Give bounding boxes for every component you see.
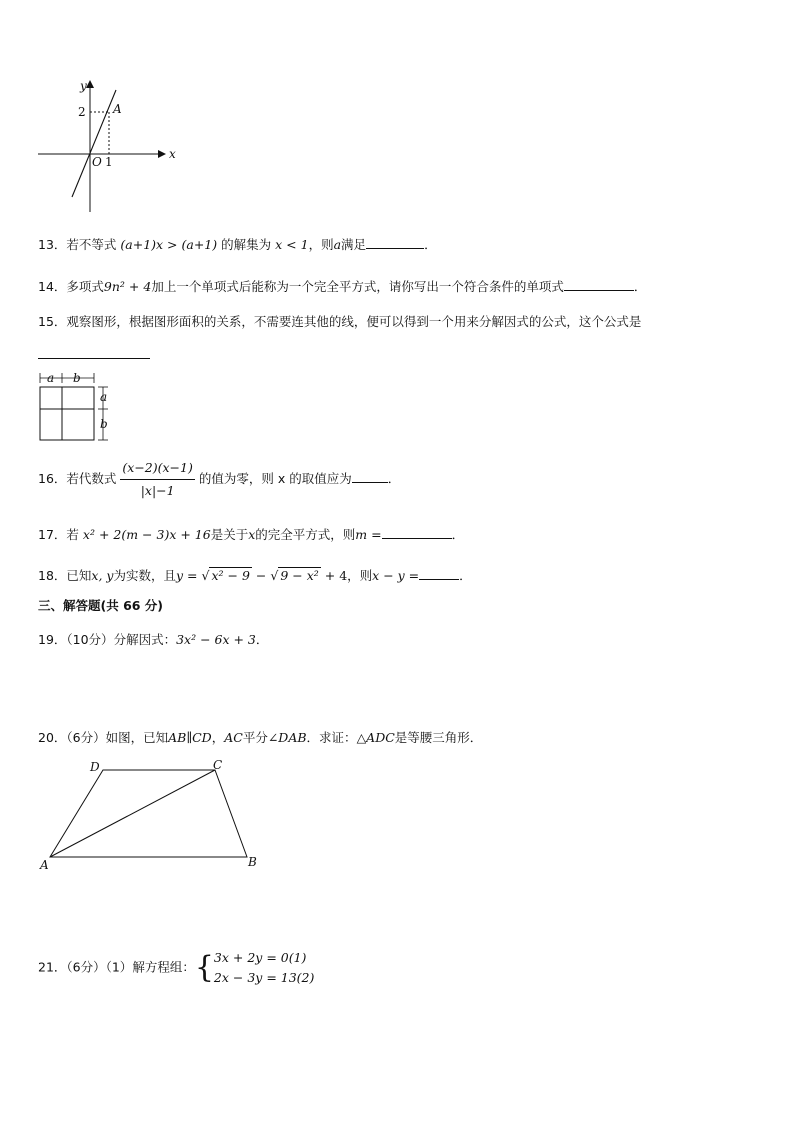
q17-text-2: 是关于 — [210, 527, 249, 542]
q17-var: x — [248, 527, 256, 542]
diagonal-ac — [50, 770, 215, 857]
q20-parallel: AB∥CD — [168, 730, 212, 745]
trapezoid-outline — [50, 770, 247, 857]
q14-end: ． — [633, 279, 647, 294]
q15-text: 观察图形，根据图形面积的关系，不需要连其他的线，便可以得到一个用来分解因式的公式，这个公式是 — [66, 314, 642, 329]
y-axis-label: y — [80, 79, 87, 93]
origin-label: O — [92, 155, 102, 169]
vertex-b-label: B — [248, 855, 257, 869]
q18-radicand-2: 9 − x² — [280, 568, 319, 583]
vertex-c-label: C — [213, 758, 223, 772]
q18-plus: + 4 — [324, 568, 348, 583]
x-tick-label: 1 — [105, 155, 113, 169]
q20-ac: AC — [224, 730, 243, 745]
q19-score: （10分） — [66, 632, 114, 647]
q13-end: ． — [424, 237, 437, 252]
q16-text-2: 的值为零，则 x 的取值应为 — [198, 471, 352, 486]
q13-var: a — [333, 237, 342, 252]
q21-number: 21． — [38, 959, 67, 975]
q18-text-2: 为实数，且 — [113, 568, 176, 583]
q16-text-1: 若代数式 — [66, 471, 117, 486]
grid-a-side-label: a — [100, 390, 108, 404]
q18-text-3: ，则 — [347, 568, 373, 583]
q20-text-4: ．求证： — [306, 730, 357, 745]
q17-polynomial: x² + 2(m − 3)x + 16 — [82, 527, 211, 542]
section-3-title: 三、解答题(共 66 分) — [38, 598, 164, 613]
sqrt-sign-1: √ — [201, 568, 210, 583]
q18-text-1: 已知 — [66, 568, 92, 583]
q18-expr: x − y = — [372, 568, 420, 583]
x-axis-label: x — [169, 147, 176, 161]
q21-text-1: 解方程组： — [132, 959, 195, 975]
q20-triangle: △ADC — [356, 730, 395, 745]
q20-text-1: 如图，已知 — [105, 730, 169, 745]
q16-end: ． — [387, 471, 401, 486]
q17-end: ． — [451, 527, 465, 542]
q13-solution: x < 1 — [275, 237, 309, 252]
q20-text-3: 平分 — [242, 730, 268, 745]
q18-lhs: y = — [176, 568, 198, 583]
q18-number: 18． — [38, 568, 67, 583]
q14-text-2: 加上一个单项式后能称为一个完全平方式，请你写出一个符合条件的单项式 — [151, 279, 564, 294]
q21-score: （6分） — [66, 959, 106, 975]
q14-text-1: 多项式 — [66, 279, 104, 294]
q20-text-2: ， — [211, 730, 225, 745]
q14-number: 14． — [38, 279, 67, 294]
q14-polynomial: 9n² + 4 — [103, 279, 152, 294]
y-tick-label: 2 — [78, 105, 86, 119]
system-brace: { — [194, 950, 214, 985]
q18-minus: − — [255, 568, 267, 583]
equation-system — [214, 948, 314, 988]
q21-equation-1: 3x + 2y = 0(1) — [213, 950, 307, 965]
q16-denominator: |x|−1 — [140, 483, 175, 498]
sqrt-sign-2: √ — [270, 568, 279, 583]
grid-b-top-label: b — [73, 371, 81, 385]
q13-inequality: (a+1)x > (a+1) — [120, 237, 218, 252]
q17-text-3: 的完全平方式，则 — [255, 527, 356, 542]
q19-end: ． — [255, 632, 269, 647]
q13-text-4: 满足 — [341, 237, 367, 252]
q13-text-3: ，则 — [308, 237, 334, 252]
q18-end: ． — [459, 568, 472, 583]
q19-text-1: 分解因式： — [113, 632, 177, 647]
q20-score: （6分） — [66, 730, 106, 745]
q13-number: 13． — [38, 237, 67, 252]
q17-number: 17． — [38, 527, 67, 542]
q13-text-1: 若不等式 — [66, 237, 117, 252]
q16-number: 16． — [38, 471, 67, 486]
q19-number: 19． — [38, 632, 67, 647]
q20-angle: ∠DAB — [267, 730, 307, 745]
vertex-a-label: A — [40, 858, 49, 872]
q17-lhs: m = — [355, 527, 382, 542]
question-21 — [38, 948, 314, 988]
vertex-d-label: D — [90, 760, 100, 774]
q16-numerator: (x−2)(x−1) — [120, 458, 194, 480]
q18-vars: x, y — [91, 568, 114, 583]
q19-expression: 3x² − 6x + 3 — [176, 632, 256, 647]
q20-text-5: 是等腰三角形． — [394, 730, 483, 745]
q15-number: 15． — [38, 314, 67, 329]
q20-number: 20． — [38, 730, 67, 745]
q18-radicand-1: x² − 9 — [211, 568, 250, 583]
q21-part: （1） — [105, 959, 133, 975]
q17-text-1: 若 — [66, 527, 79, 542]
grid-a-top-label: a — [47, 371, 55, 385]
point-a-label: A — [113, 102, 122, 116]
q13-text-2: 的解集为 — [221, 237, 272, 252]
grid-b-side-label: b — [100, 417, 108, 431]
q21-equation-2: 2x − 3y = 13(2) — [213, 970, 315, 985]
